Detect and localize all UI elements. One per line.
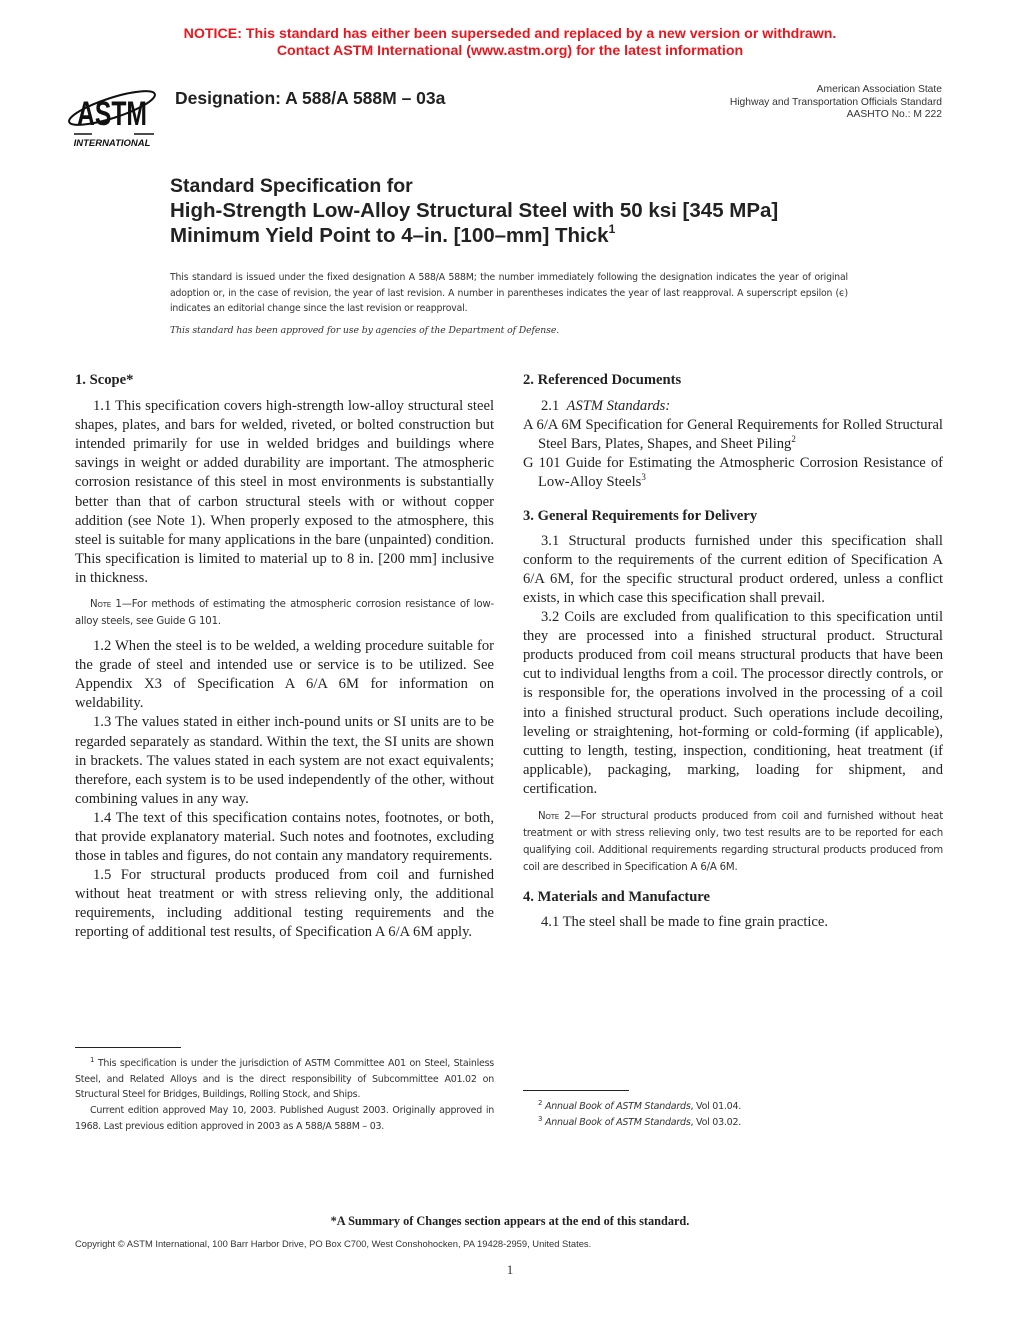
reference-a6: [523, 416, 943, 454]
footnote-3-link[interactable]: 3: [641, 472, 646, 483]
section-4-heading: 4. Materials and Manufacture: [523, 888, 710, 905]
notice-line-2: Contact ASTM International (www.astm.org) for the latest information: [276, 43, 744, 59]
notice-line-1: NOTICE: This standard has either been superseded and replaced by a new version or withdrawn.: [183, 26, 837, 42]
reference-g101-text: G 101 Guide for Estimating the Atmospheric Corrosion Resistance of Low-Alloy Steels: [523, 455, 943, 491]
page-title: [170, 198, 850, 248]
right-footnotes: [523, 1090, 943, 1130]
footnote-1-text-b: Current edition approved May 10, 2003. Published August 2003. Originally approved in 1968. Last previous edition approved in 2003 as A 588/A 588M – 03.: [75, 1105, 494, 1132]
note-2: [523, 808, 943, 876]
footnote-2-volume: , Vol 01.04.: [690, 1101, 742, 1112]
aashto-line: AASHTO No.: M 222: [846, 109, 942, 120]
footnote-divider: [75, 1047, 181, 1048]
reference-a6-text: A 6/A 6M Specification for General Requirements for Rolled Structural Steel Bars, Plates, Shapes, and Sheet Piling: [523, 417, 943, 453]
paragraph-4-1: 4.1 The steel shall be made to fine grain practice.: [541, 914, 829, 931]
left-column: [75, 371, 494, 943]
astm-standards-label: ASTM Standards:: [566, 398, 671, 415]
dod-approval-note: This standard has been approved for use by agencies of the Department of Defense.: [170, 325, 560, 336]
section-3-heading: 3. General Requirements for Delivery: [523, 507, 758, 524]
section-2-heading: 2. Referenced Documents: [523, 372, 682, 388]
note-1-label: Note 1: [90, 599, 122, 611]
footnote-1-mark: 1: [90, 1056, 95, 1064]
svg-text:ASTM: ASTM: [77, 95, 147, 133]
copyright: Copyright © ASTM International, 100 Barr Harbor Drive, PO Box C700, West Conshohocken, PA 19428-2959, United States.: [75, 1238, 592, 1249]
title-prefix: Standard Specification for: [170, 175, 413, 197]
footnote-2-mark: 2: [538, 1099, 543, 1107]
designation: Designation: A 588/A 588M – 03a: [175, 88, 446, 108]
paragraph-2-1: [523, 397, 943, 416]
paragraph-2-1-number: 2.1: [541, 398, 560, 415]
reference-g101: [523, 454, 943, 492]
title-footnote-mark[interactable]: 1: [608, 222, 616, 236]
footnote-3: [523, 1115, 943, 1131]
paragraph-3-1: 3.1 Structural products furnished under this specification shall conform to the requirements of the current edition of Specification A 6/A 6M, for the specific structural product ordered, unless a conflict exists, in which case this specification shall prevail.: [523, 532, 943, 606]
paragraph-1-2: 1.2 When the steel is to be welded, a welding procedure suitable for the grade of steel and intended use or service is to be utilized. See Appendix X3 of Specification A 6/A 6M for information on weldability.: [75, 638, 494, 712]
note-2-text: —For structural products produced from coil and furnished without heat treatment or with stress relieving only, two test results are to be reported for each qualifying coil. Additional requirements regarding structural products produced from coil are described in Specification A 6/A 6M.: [523, 810, 943, 873]
withdrawal-notice: [0, 26, 1020, 60]
paragraph-1-1: 1.1 This specification covers high-strength low-alloy structural steel shapes, plates, and bars for welded, riveted, or bolted construction but intended primarily for use in welded bridges and buildings where savings in weight or added durability are important. The atmospheric corrosion resistance of this steel in most environments is substantially better than that of carbon structural steels with or without copper addition (see Note 1). When properly exposed to the atmosphere, this steel is suitable for many applications in the bare (unpainted) condition. This specification is limited to material up to 8 in. [200 mm] inclusive in thickness.: [75, 398, 494, 586]
footnote-divider: [523, 1090, 629, 1091]
aashto-line: Highway and Transportation Officials Standard: [729, 96, 942, 108]
paragraph-1-3: 1.3 The values stated in either inch-pound units or SI units are to be regarded separately as standard. Within the text, the SI units are shown in brackets. The values stated in each system are not exact equivalents; therefore, each system is to be used independently of the other, without combining values in any way.: [75, 714, 494, 807]
note-1: [75, 596, 494, 630]
footnote-3-mark: 3: [538, 1114, 543, 1123]
astm-logo-icon: [64, 78, 164, 150]
issuance-note: This standard is issued under the fixed designation A 588/A 588M; the number immediately following the designation indicates the year of original adoption or, in the case of revision, the year of last revision. A number in parentheses indicates the year of last reapproval. A superscript epsilon (ϵ) indicates an editorial change since the last revision or reapproval.: [170, 272, 848, 314]
paragraph-1-4: 1.4 The text of this specification contains notes, footnotes, or both, that provide explanatory material. Such notes and footnotes, excluding those in tables and figures, do not contain any mandatory requirements.: [75, 809, 494, 865]
footnote-2: [523, 1099, 943, 1115]
footnote-2-link[interactable]: 2: [791, 434, 796, 445]
paragraph-3-2: 3.2 Coils are excluded from qualification to this specification until they are processed into a finished structural product. Structural products produced from coil means structural products that have been cut to individual lengths from a coil. The processor directly controls, or is responsible for, the operations involved in the processing of a coil into a finished structural product. Such operations include decoiling, leveling or straightening, hot-forming or cold-forming (if applicable), cutting to length, testing, inspection, conditioning, heat treatment (if applicable), packaging, marking, loading for shipment, and certification.: [523, 609, 943, 797]
svg-text:INTERNATIONAL: INTERNATIONAL: [73, 138, 151, 149]
footnote-1-text-a: This specification is under the jurisdiction of ASTM Committee A01 on Steel, Stainless Steel, and Related Alloys and is the direct responsibility of Subcommittee A01.02 on Structural Steel for Bridges, Buildings, Rolling Stock, and Ships.: [75, 1058, 495, 1101]
astm-logo: [64, 78, 164, 150]
right-column: [523, 371, 943, 932]
footnote-3-title: Annual Book of ASTM Standards: [545, 1116, 691, 1128]
title-text: High-Strength Low-Alloy Structural Steel with 50 ksi [345 MPa] Minimum Yield Point to 4–in. [100–mm] Thick: [170, 199, 779, 247]
aashto-reference: [730, 84, 942, 122]
section-1-heading: 1. Scope*: [75, 372, 134, 388]
left-footnotes: [75, 1047, 494, 1135]
note-1-text: —For methods of estimating the atmospheric corrosion resistance of low-alloy steels, see Guide G 101.: [75, 599, 494, 628]
aashto-line: American Association State: [816, 84, 942, 95]
summary-of-changes-note: *A Summary of Changes section appears at the end of this standard.: [330, 1214, 690, 1228]
page-number: 1: [506, 1262, 514, 1277]
footnote-3-volume: , Vol 03.02.: [690, 1116, 742, 1128]
footnote-1: [75, 1056, 494, 1135]
footnote-2-title: Annual Book of ASTM Standards: [545, 1101, 691, 1112]
note-2-label: Note 2: [538, 810, 571, 822]
paragraph-1-5: 1.5 For structural products produced from coil and furnished without heat treatment or with stress relieving only, the additional requirements, including additional testing requirements and the reporting of additional test results, of Specification A 6/A 6M apply.: [75, 867, 494, 941]
